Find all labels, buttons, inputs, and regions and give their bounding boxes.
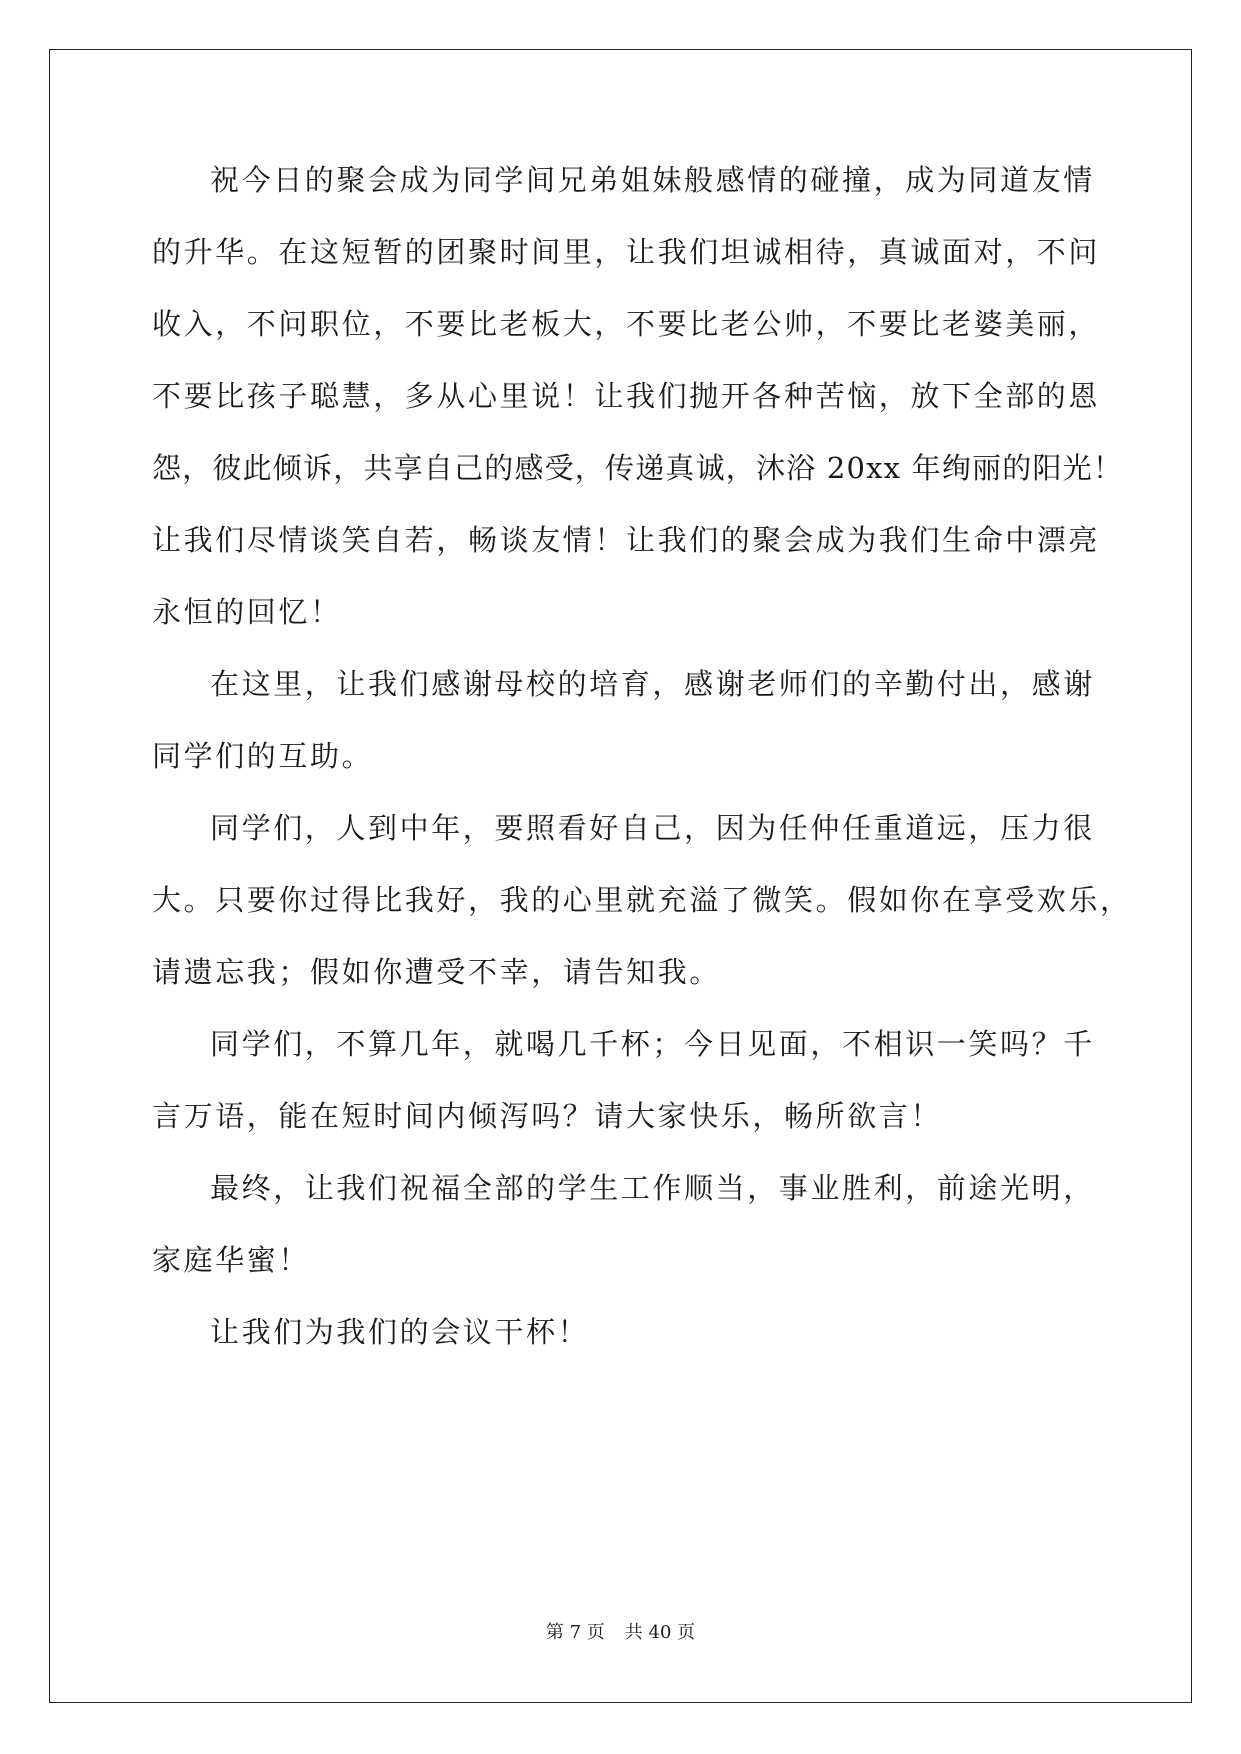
paragraph-2-line-1: 在这里，让我们感谢母校的培育，感谢老师们的辛勤付出，感谢 xyxy=(210,667,1095,701)
paragraph-1-line-1: 祝今日的聚会成为同学间兄弟姐妹般感情的碰撞，成为同道友情 xyxy=(210,163,1095,197)
page-footer xyxy=(0,1621,1241,1645)
paragraph-1-line-2: 的升华。在这短暂的团聚时间里，让我们坦诚相待，真诚面对，不问 xyxy=(152,235,1101,269)
paragraph-1-line-6: 让我们尽情谈笑自若，畅谈友情！让我们的聚会成为我们生命中漂亮 xyxy=(152,523,1101,557)
page-border xyxy=(49,49,1192,1703)
paragraph-3-line-1: 同学们，人到中年，要照看好自己，因为任仲任重道远，压力很 xyxy=(210,811,1095,845)
paragraph-4-line-2: 言万语，能在短时间内倾泻吗？请大家快乐，畅所欲言！ xyxy=(152,1099,943,1133)
paragraph-5-line-1: 最终，让我们祝福全部的学生工作顺当，事业胜利，前途光明， xyxy=(210,1171,1095,1205)
paragraph-1-line-3: 收入，不问职位，不要比老板大，不要比老公帅，不要比老婆美丽， xyxy=(152,307,1101,341)
paragraph-5-line-2: 家庭华蜜！ xyxy=(152,1243,311,1277)
page-number-total: 共 40 页 xyxy=(624,1622,696,1643)
paragraph-4-line-1: 同学们，不算几年，就喝几千杯；今日见面，不相识一笑吗？千 xyxy=(210,1027,1095,1061)
paragraph-6-line-1: 让我们为我们的会议干杯！ xyxy=(210,1315,590,1349)
page-number-current: 第 7 页 xyxy=(545,1622,605,1643)
paragraph-3-line-2: 大。只要你过得比我好，我的心里就充溢了微笑。假如你在享受欢乐， xyxy=(152,883,1132,917)
paragraph-1-line-4: 不要比孩子聪慧，多从心里说！让我们抛开各种苦恼，放下全部的恩 xyxy=(152,379,1101,413)
paragraph-2-line-2: 同学们的互助。 xyxy=(152,739,374,773)
paragraph-1-line-7: 永恒的回忆！ xyxy=(152,595,342,629)
paragraph-1-line-5: 怨，彼此倾诉，共享自己的感受，传递真诚，沐浴 20xx 年绚丽的阳光！ xyxy=(152,451,1124,485)
paragraph-3-line-3: 请遗忘我；假如你遭受不幸，请告知我。 xyxy=(152,955,721,989)
